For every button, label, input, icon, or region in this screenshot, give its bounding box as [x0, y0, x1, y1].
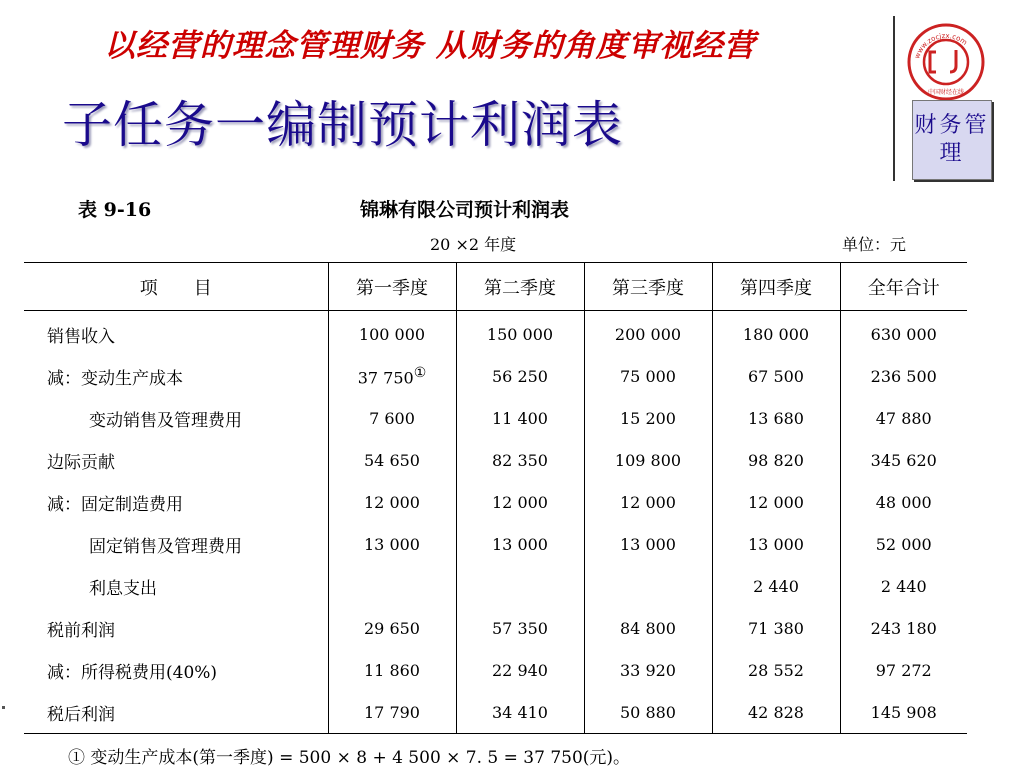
row-label: 税后利润	[24, 691, 328, 734]
table-cell	[328, 565, 456, 607]
cell-value: 200 000	[614, 324, 682, 344]
table-cell	[584, 523, 712, 565]
table-row	[24, 607, 967, 649]
table-cell	[456, 607, 584, 649]
table-cell	[328, 439, 456, 481]
cell-value: 13 680	[748, 408, 804, 428]
cell-value: 84 800	[620, 618, 676, 638]
table-cell	[456, 523, 584, 565]
cell-value: 12 000	[748, 492, 804, 512]
table-cell	[840, 439, 967, 481]
table-cell	[840, 523, 967, 565]
cell-value: 13 000	[492, 534, 548, 554]
table-row	[24, 397, 967, 439]
table-cell	[584, 565, 712, 607]
table-cell	[456, 397, 584, 439]
table-cell	[712, 397, 840, 439]
table-row	[24, 691, 967, 734]
table-cell	[712, 607, 840, 649]
logo-icon	[906, 22, 986, 102]
cell-value: 29 650	[364, 618, 420, 638]
table-row	[24, 481, 967, 523]
cell-value: 145 908	[870, 702, 937, 722]
cell-value: 12 000	[492, 492, 548, 512]
table-row	[24, 565, 967, 607]
table-cell	[712, 481, 840, 523]
table-cell	[712, 649, 840, 691]
table-cell	[584, 439, 712, 481]
cell-value: 7 600	[369, 408, 415, 428]
income-table	[24, 262, 967, 734]
table-cell	[328, 607, 456, 649]
table-title: 锦琳有限公司预计利润表	[360, 199, 570, 221]
side-label: 财务管理	[914, 113, 990, 166]
table-cell	[840, 565, 967, 607]
table-cell	[712, 523, 840, 565]
row-label: 销售收入	[47, 326, 115, 347]
row-label: 固定销售及管理费用	[89, 536, 242, 557]
cell-value: 13 000	[364, 534, 420, 554]
side-label-box	[912, 100, 992, 180]
column-header: 第四季度	[712, 263, 840, 311]
table-cell	[584, 355, 712, 397]
cell-value: 236 500	[870, 366, 937, 386]
column-header: 第二季度	[456, 263, 584, 311]
cell-value: 11 400	[492, 408, 548, 428]
table-row	[24, 649, 967, 691]
svg-text:www.zocjzx.com: www.zocjzx.com	[913, 31, 969, 60]
cell-value: 97 272	[875, 660, 932, 680]
table-cell	[456, 649, 584, 691]
svg-text:中国财经在线: 中国财经在线	[927, 89, 965, 96]
row-label: 减：所得税费用(40%)	[47, 662, 218, 683]
cell-value: 100 000	[358, 324, 426, 344]
cell-value: 12 000	[620, 492, 676, 512]
column-header: 全年合计	[840, 263, 967, 311]
table-cell	[584, 691, 712, 734]
cell-value: 47 880	[875, 408, 932, 428]
table-cell	[712, 691, 840, 734]
table-cell	[584, 311, 712, 356]
table-cell	[840, 355, 967, 397]
header-divider	[893, 16, 895, 181]
table-cell	[456, 439, 584, 481]
cell-value: 37 750	[357, 368, 414, 388]
cell-value: 75 000	[620, 366, 676, 386]
cell-value: 150 000	[486, 324, 554, 344]
table-cell	[456, 691, 584, 734]
cell-value: 33 920	[620, 660, 676, 680]
cell-value: 13 000	[748, 534, 804, 554]
footnote: ① 变动生产成本(第一季度) = 500 × 8 + 4 500 × 7. 5 = 37 750(元)。	[68, 748, 631, 768]
table-unit: 单位：元	[842, 235, 907, 254]
table-cell	[328, 481, 456, 523]
column-header: 第三季度	[584, 263, 712, 311]
cell-value: 243 180	[870, 618, 937, 638]
row-label: 边际贡献	[47, 452, 115, 473]
table-row	[24, 311, 967, 356]
cell-value: 52 000	[875, 534, 932, 554]
cell-value: 630 000	[870, 324, 937, 344]
table-cell	[456, 565, 584, 607]
cell-value: 34 410	[492, 702, 548, 722]
table-cell	[584, 649, 712, 691]
cell-value: 11 860	[364, 660, 420, 680]
table-cell	[328, 355, 456, 397]
cell-value: 57 350	[492, 618, 548, 638]
row-label: 减：固定制造费用	[47, 494, 183, 515]
table-cell	[840, 691, 967, 734]
cell-value: 71 380	[748, 618, 804, 638]
cell-value: 67 500	[748, 366, 804, 386]
cell-value: 98 820	[748, 450, 804, 470]
table-row	[24, 355, 967, 397]
table-cell	[712, 565, 840, 607]
column-header: 第一季度	[328, 263, 456, 311]
table-cell	[584, 397, 712, 439]
cell-value: 109 800	[614, 450, 682, 470]
cell-value: 54 650	[364, 450, 420, 470]
table-cell	[840, 649, 967, 691]
cell-value: 13 000	[620, 534, 676, 554]
table-row	[24, 523, 967, 565]
table-cell	[456, 481, 584, 523]
row-label: 减：变动生产成本	[47, 368, 183, 389]
table-cell	[712, 439, 840, 481]
table-number: 表 9-16	[78, 199, 152, 221]
row-label: 变动销售及管理费用	[89, 410, 242, 431]
cell-value: 345 620	[870, 450, 937, 470]
table-cell	[840, 311, 967, 356]
cell-value: 28 552	[748, 660, 804, 680]
table-cell	[328, 397, 456, 439]
cell-value: 2 440	[753, 576, 799, 596]
table-cell	[584, 481, 712, 523]
table-cell	[456, 311, 584, 356]
slogan: 以经营的理念管理财务 从财务的角度审视经营	[104, 28, 756, 64]
cell-value: 180 000	[742, 324, 810, 344]
table-row	[24, 439, 967, 481]
row-label: 税前利润	[47, 620, 115, 641]
table-cell	[840, 607, 967, 649]
cell-value: 17 790	[364, 702, 420, 722]
table-cell	[840, 481, 967, 523]
table-cell	[328, 311, 456, 356]
row-label: 利息支出	[89, 578, 157, 599]
cell-value: 50 880	[620, 702, 676, 722]
cell-value: 22 940	[492, 660, 548, 680]
cell-value: 56 250	[492, 366, 548, 386]
table-cell	[840, 397, 967, 439]
table-cell	[712, 311, 840, 356]
table-header-row	[24, 263, 967, 311]
page-title: 子任务一编制预计利润表	[62, 96, 623, 154]
cell-value: 48 000	[875, 492, 932, 512]
cell-value: 15 200	[620, 408, 676, 428]
table-cell	[456, 355, 584, 397]
cell-value: 2 440	[880, 576, 927, 596]
table-year: 20 ×2 年度	[430, 235, 517, 254]
table-cell	[328, 523, 456, 565]
cell-value: 12 000	[364, 492, 420, 512]
cell-value: 42 828	[748, 702, 804, 722]
table-cell	[328, 691, 456, 734]
cell-value: 82 350	[492, 450, 548, 470]
edge-mark	[2, 706, 5, 709]
column-header: 项 目	[24, 263, 328, 311]
table-cell	[584, 607, 712, 649]
table-cell	[712, 355, 840, 397]
table-cell	[328, 649, 456, 691]
footnote-marker: ①	[413, 364, 427, 381]
